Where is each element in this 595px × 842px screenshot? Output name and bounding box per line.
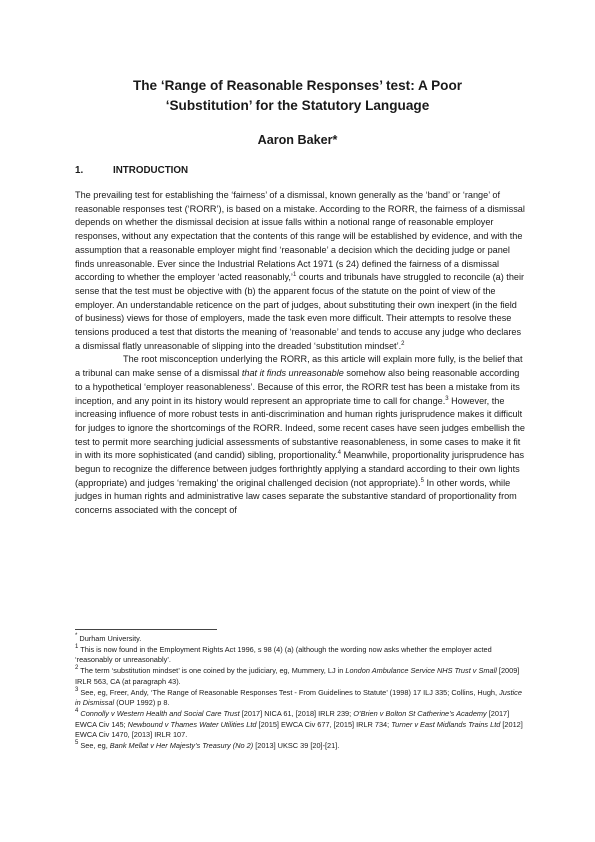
footnote-separator xyxy=(75,629,217,630)
paragraph-1-text-a: The prevailing test for establishing the ‘fairness’ of a dismissal, known generally as the ‘band’ or ‘range’ of reasonable responses test (‘RORR’), is based on a mistake. According to the RORR, the fairness of a dismissal depends on whether the dismissal decision at issue falls within a notional range of reasonable employer responses, without any expectation that the contents of this range will be established by evidence, and with the assumption that a reasonable employer might find ‘reasonable’ a decision which the deciding judge or panel finds unreasonable. Ever since the Industrial Relations Act 1971 (s 24) defined the fairness of a dismissal according to whether the employer ‘acted reasonably,’ xyxy=(75,190,525,283)
paragraph-1-text-b: courts and tribunals have struggled to reconcile (a) their sense that the test must be objective with (b) the apparent focus of the statute on the point of view of the employer. An understandable reticence on the part of judges, about substituting their own inexpert (in the field of business) views for those of employers, made the task even more difficult. Their attempts to resolve these tensions produced a test that distorts the meaning of ‘reasonable’ and tends to accuse any judge who declares a dismissal flatly unreasonable of slipping into the dreaded ‘substitution mindset’. xyxy=(75,272,525,351)
footnote-ref-4[interactable]: 4 xyxy=(337,450,341,457)
footnote-4-text-d: [2012] EWCA Civ 1470, [2013] IRLR 107. xyxy=(75,719,523,740)
paragraph-2-text-b: somehow also being reasonable according to a hypothetical ‘employer reasonableness’. Because of this error, the RORR test has been a mistake from its inception, and any point in its history would represent an appropriate time to call for change. xyxy=(75,368,520,406)
footnote-5-case: Bank Mellat v Her Majesty’s Treasury (No 2) xyxy=(109,741,254,751)
footnote-ref-3[interactable]: 3 xyxy=(445,395,449,402)
footnote-4-case-2: O’Brien v Bolton St Catherine’s Academy xyxy=(353,708,487,718)
body-text xyxy=(75,189,525,518)
paragraph-2-italic: that it finds unreasonable xyxy=(241,368,344,379)
footnote-mark-5: 5 xyxy=(75,740,79,747)
footnote-4-case-3: Newbound v Thames Water Utilities Ltd xyxy=(127,719,257,729)
footnote-5-text-a: See, eg, xyxy=(78,741,110,751)
article-title xyxy=(100,76,495,116)
footnote-4 xyxy=(75,709,525,741)
title-line-2: ‘Substitution’ for the Statutory Language xyxy=(165,98,430,113)
footnote-star-text: Durham University. xyxy=(77,634,142,643)
paragraph-2 xyxy=(75,353,525,517)
footnote-mark-3: 3 xyxy=(75,686,79,693)
footnote-ref-2[interactable]: 2 xyxy=(401,340,405,347)
footnote-5-text-b: [2013] UKSC 39 [20]-[21]. xyxy=(253,741,340,751)
footnote-3-text-b: (OUP 1992) p 8. xyxy=(114,698,170,708)
paragraph-2-text-a: The root misconception underlying the RORR, as this article will explain more fully, is the belief that a tribunal can make sense of a dismissal xyxy=(75,354,523,379)
paragraph-1 xyxy=(75,189,525,353)
footnote-1-text: This is now found in the Employment Rights Act 1996, s 98 (4) (a) (although the wording now asks whether the employer acted ‘reasonably or unreasonably’. xyxy=(75,644,492,665)
footnote-mark-4: 4 xyxy=(75,707,79,714)
footnote-3-book: Justice in Dismissal xyxy=(75,687,522,708)
footnote-mark-1: 1 xyxy=(75,643,79,650)
footnotes xyxy=(75,634,525,752)
paragraph-2-text-e: In other words, while judges in human rights and administrative law cases separate the substantive standard of proportionality from concerns associated with the concept of xyxy=(75,477,517,516)
section-title: INTRODUCTION xyxy=(113,165,189,176)
footnote-4-text-c: [2015] EWCA Civ 677, [2015] IRLR 734; xyxy=(256,719,392,729)
footnote-mark-star: * xyxy=(75,633,78,639)
title-line-1: The ‘Range of Reasonable Responses’ test: A Poor xyxy=(132,78,463,93)
footnote-ref-1[interactable]: 1 xyxy=(292,272,297,279)
footnote-4-text-a: [2017] NICA 61, [2018] IRLR 239; xyxy=(239,708,354,718)
footnote-1 xyxy=(75,645,525,666)
footnote-4-case-1: Connolly v Western Health and Social Care Trust xyxy=(80,708,240,718)
footnote-5 xyxy=(75,741,525,752)
section-number: 1. xyxy=(75,165,84,176)
footnote-3-text-a: See, eg, Freer, Andy, ‘The Range of Reasonable Responses Test - From Guidelines to Statute’ (1998) 17 ILJ 335; Collins, Hugh, xyxy=(78,687,500,697)
footnote-2-text-a: The term ‘substitution mindset’ is one coined by the judiciary, eg, Mummery, LJ in xyxy=(78,666,346,676)
author-name: Aaron Baker* xyxy=(257,133,338,147)
footnote-3 xyxy=(75,688,525,709)
footnote-2-case: London Ambulance Service NHS Trust v Small xyxy=(345,666,497,676)
footnote-2-text-b: [2009] IRLR 563, CA (at paragraph 43). xyxy=(75,666,520,686)
footnote-ref-5[interactable]: 5 xyxy=(420,477,424,484)
footnote-star xyxy=(75,634,525,645)
footnote-4-case-4: Turner v East Midlands Trains Ltd xyxy=(391,719,501,729)
footnote-4-text-b: [2017] EWCA Civ 145; xyxy=(75,708,510,729)
footnote-2 xyxy=(75,666,525,687)
section-heading xyxy=(75,165,188,176)
footnote-mark-2: 2 xyxy=(75,665,79,672)
paragraph-2-text-d: Meanwhile, proportionality jurisprudence has begun to recognize the difference between judges forthrightly applying a standard according to their own lights (appropriate) and judges ‘remaking’ the original challenged decision (not appropriate). xyxy=(75,450,525,488)
paragraph-2-text-c: However, the increasing influence of more robust tests in anti-discrimination and human rights jurisprudence makes it difficult for judges to ignore the shortcomings of the RORR. Indeed, some recent cases have seen judges embellish the test to permit more searching judicial assessments of substantive reasonableness, in some cases to make it fit in with its more sophisticated (and candid) sibling, proportionality. xyxy=(75,395,525,461)
